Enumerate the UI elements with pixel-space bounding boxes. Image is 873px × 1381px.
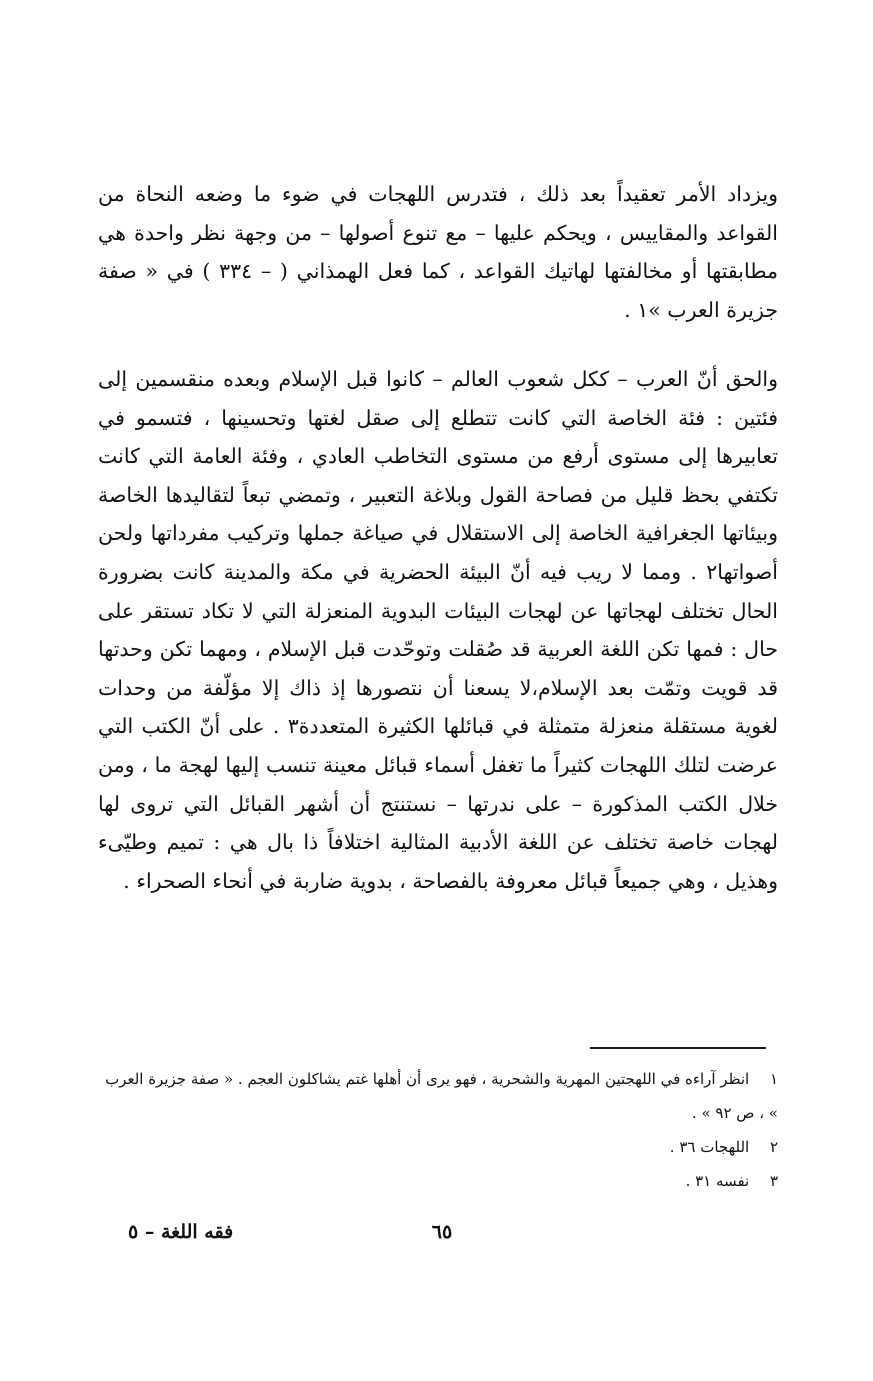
footnote-2 [98, 1130, 778, 1164]
footnote-3 [98, 1164, 778, 1198]
footnote-number: ٣ [769, 1172, 778, 1190]
page-number: ٦٥ [431, 1221, 453, 1243]
footnote-number: ١ [769, 1070, 778, 1088]
page-footer [0, 1221, 873, 1261]
footnote-text: اللهجات ٣٦ . [669, 1138, 750, 1156]
footnote-text: انظر آراءه في اللهجتين المهرية والشحرية ، فهو يرى أن أهلها غتم يشاكلون العجم . « صفة جزيرة العرب » ، ص ٩٢ » . [105, 1070, 778, 1122]
paragraph-2: والحق أنّ العرب – ككل شعوب العالم – كانوا قبل الإسلام وبعده منقسمين إلى فئتين : فئة الخاصة التي كانت تتطلع إلى صقل لغتها وتحسينها ، فتسمو في تعابيرها إلى مستوى أرفع من مستوى التخاطب العادي ، وفئة العامة التي كانت تكتفي بحظ قليل من فصاحة القول وبلاغة التعبير ، وتمضي تبعاً لتقاليدها الخاصة وبيئاتها الجغرافية الخاصة إلى الاستقلال في صياغة جملها وتركيب مفرداتها ولحن أصواتها٢ . ومما لا ريب فيه أنّ البيئة الحضرية في مكة والمدينة كانت بضرورة الحال تختلف لهجاتها عن لهجات البيئات البدوية المنعزلة التي لا تكاد تستقر على حال : فمها تكن اللغة العربية قد صُقلت وتوحّدت قبل الإسلام ، ومهما تكن وحدتها قد قويت وتمّت بعد الإسلام،لا يسعنا أن نتصورها إذ ذاك إلا مؤلّفة من وحدات لغوية مستقلة منعزلة متمثلة في قبائلها الكثيرة المتعددة٣ . على أنّ الكتب التي عرضت لتلك اللهجات كثيراً ما تغفل أسماء قبائل معينة تنسب إليها لهجة ما ، ومن خلال الكتب المذكورة – على ندرتها – نستنتج أن أشهر القبائل التي تروى لها لهجات خاصة تختلف عن اللغة الأدبية المثالية اختلافاً ذا بال هي : تميم وطيّىء وهذيل ، وهي جميعاً قبائل معروفة بالفصاحة ، بدوية ضاربة في أنحاء الصحراء . [98, 367, 779, 893]
footnotes [98, 1062, 778, 1198]
footnote-divider [590, 1047, 766, 1049]
footnote-text: نفسه ٣١ . [685, 1172, 750, 1190]
footnote-1 [98, 1062, 778, 1130]
paragraph-1: ويزداد الأمر تعقيداً بعد ذلك ، فتدرس اللهجات في ضوء ما وضعه النحاة من القواعد والمقاييس ، ويحكم عليها – مع تنوع أصولها – من وجهة نظر واحدة هي مطابقتها أو مخالفتها لهاتيك القواعد ، كما فعل الهمذاني ( – ٣٣٤ ) في « صفة جزيرة العرب »١ . [98, 182, 779, 322]
footnote-number: ٢ [769, 1138, 778, 1156]
signature-mark: فقه اللغة – ٥ [128, 1221, 234, 1243]
